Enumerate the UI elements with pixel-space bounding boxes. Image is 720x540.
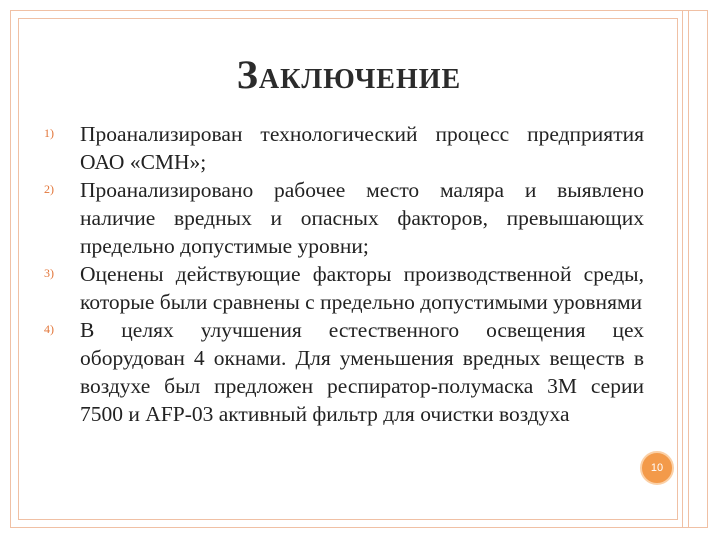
decorative-side-line — [688, 10, 689, 528]
list-item-text: В целях улучшения естественного освещения цех оборудован 4 окнами. Для уменьшения вредных веществ в воздухе был предложен респиратор-полумаска 3М серии 7500 и AFP-03 активный фильтр для очистки воздуха — [80, 318, 644, 426]
conclusion-list — [44, 120, 644, 428]
list-item — [44, 176, 644, 260]
list-item — [44, 260, 644, 316]
list-item — [44, 316, 644, 428]
slide-title: Заключение — [236, 52, 462, 97]
page-number-badge: 10 — [640, 451, 674, 485]
list-item-number: 4) — [44, 322, 54, 336]
list-item-text: Проанализирован технологический процесс предприятия ОАО «СМН»; — [80, 122, 644, 174]
list-item-number: 1) — [44, 126, 54, 140]
decorative-side-line — [682, 10, 683, 528]
list-item — [44, 120, 644, 176]
list-item-number: 2) — [44, 182, 54, 196]
list-item-text: Оценены действующие факторы производственной среды, которые были сравнены с предельно допустимыми уровнями — [80, 262, 644, 314]
list-item-text: Проанализировано рабочее место маляра и выявлено наличие вредных и опасных факторов, превышающих предельно допустимые уровни; — [80, 178, 644, 258]
list-item-number: 3) — [44, 266, 54, 280]
